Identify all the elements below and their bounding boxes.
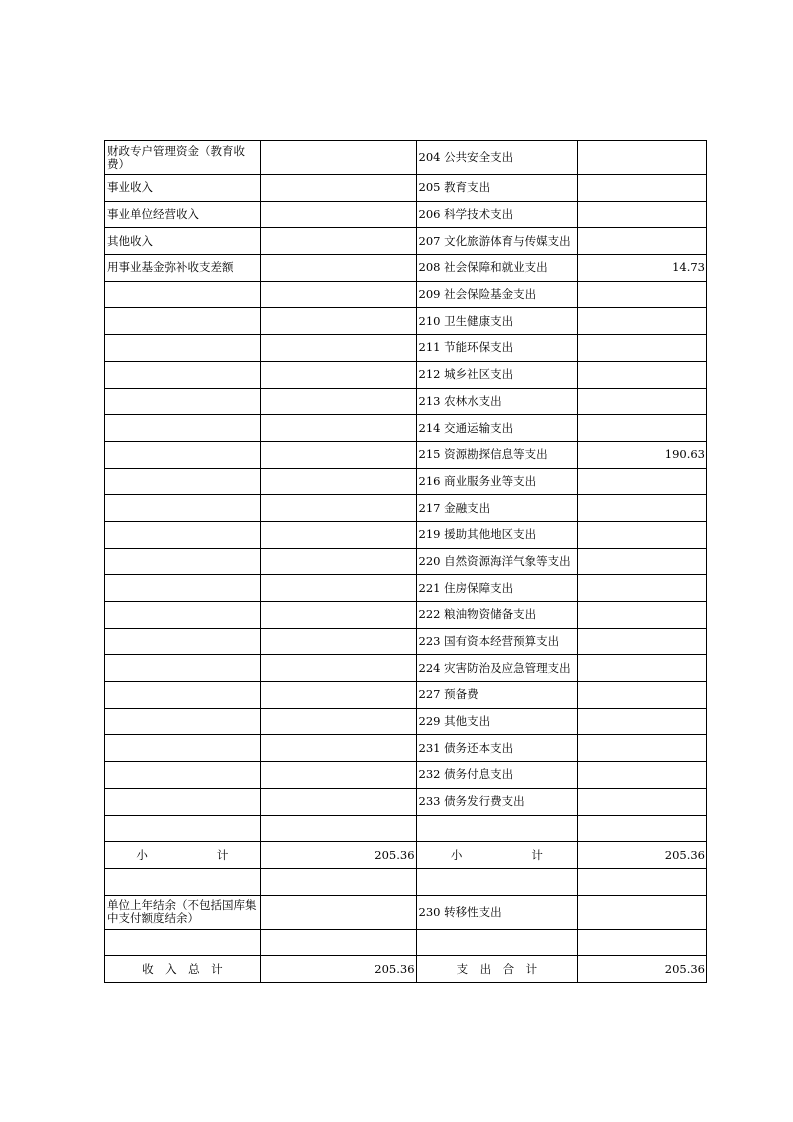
table-row xyxy=(105,281,707,308)
expense-amount xyxy=(578,141,707,175)
income-item xyxy=(105,575,261,602)
expense-amount xyxy=(578,175,707,202)
income-item xyxy=(105,628,261,655)
table-row xyxy=(105,762,707,789)
income-amount xyxy=(260,308,416,335)
expense-item: 207 文化旅游体育与传媒支出 xyxy=(416,228,578,255)
carryover-row xyxy=(105,895,707,929)
subtotal-row xyxy=(105,842,707,869)
table-row xyxy=(105,575,707,602)
table-row xyxy=(105,788,707,815)
income-amount xyxy=(260,815,416,842)
income-amount xyxy=(260,201,416,228)
table-row xyxy=(105,682,707,709)
income-item xyxy=(105,468,261,495)
expense-item: 233 债务发行费支出 xyxy=(416,788,578,815)
income-item xyxy=(105,415,261,442)
table-row xyxy=(105,201,707,228)
expense-item: 227 预备费 xyxy=(416,682,578,709)
expense-item: 204 公共安全支出 xyxy=(416,141,578,175)
expense-item: 219 援助其他地区支出 xyxy=(416,521,578,548)
expense-amount xyxy=(578,708,707,735)
expense-amount: 190.63 xyxy=(578,441,707,468)
expense-amount xyxy=(578,762,707,789)
table-row xyxy=(105,628,707,655)
income-item xyxy=(105,762,261,789)
table-row xyxy=(105,441,707,468)
budget-table xyxy=(104,140,707,983)
expense-item: 205 教育支出 xyxy=(416,175,578,202)
table-row xyxy=(105,735,707,762)
expense-amount xyxy=(578,495,707,522)
income-item: 用事业基金弥补收支差额 xyxy=(105,255,261,282)
income-amount xyxy=(260,602,416,629)
table-row xyxy=(105,468,707,495)
expense-subtotal-amount: 205.36 xyxy=(578,842,707,869)
income-item xyxy=(105,602,261,629)
income-amount xyxy=(260,388,416,415)
income-amount xyxy=(260,468,416,495)
income-amount xyxy=(260,521,416,548)
expense-amount xyxy=(578,521,707,548)
expense-item: 224 灾害防治及应急管理支出 xyxy=(416,655,578,682)
income-total-label: 收 入 总 计 xyxy=(105,956,261,983)
budget-table-footer xyxy=(105,842,707,983)
income-item: 事业单位经营收入 xyxy=(105,201,261,228)
table-row xyxy=(105,708,707,735)
income-amount xyxy=(260,281,416,308)
table-row xyxy=(105,655,707,682)
expense-item: 210 卫生健康支出 xyxy=(416,308,578,335)
income-amount xyxy=(260,415,416,442)
expense-total-amount: 205.36 xyxy=(578,956,707,983)
income-amount xyxy=(260,628,416,655)
expense-item: 213 农林水支出 xyxy=(416,388,578,415)
income-amount xyxy=(260,335,416,362)
income-item xyxy=(105,308,261,335)
expense-amount xyxy=(578,788,707,815)
expense-amount xyxy=(578,281,707,308)
income-amount xyxy=(260,361,416,388)
expense-amount xyxy=(578,335,707,362)
income-item xyxy=(105,735,261,762)
income-amount xyxy=(260,141,416,175)
income-item xyxy=(105,655,261,682)
table-row xyxy=(105,815,707,842)
expense-amount xyxy=(578,361,707,388)
table-row xyxy=(105,602,707,629)
expense-item: 231 债务还本支出 xyxy=(416,735,578,762)
expense-item: 211 节能环保支出 xyxy=(416,335,578,362)
income-item: 财政专户管理资金（教育收费） xyxy=(105,141,261,175)
income-item xyxy=(105,335,261,362)
income-amount xyxy=(260,735,416,762)
table-row xyxy=(105,141,707,175)
expense-amount: 14.73 xyxy=(578,255,707,282)
table-row xyxy=(105,548,707,575)
income-subtotal-label: 小 计 xyxy=(105,842,261,869)
income-item xyxy=(105,441,261,468)
budget-table-body xyxy=(105,141,707,842)
expense-item: 222 粮油物资储备支出 xyxy=(416,602,578,629)
income-amount xyxy=(260,575,416,602)
expense-item: 223 国有资本经营预算支出 xyxy=(416,628,578,655)
expense-amount xyxy=(578,201,707,228)
expense-amount xyxy=(578,735,707,762)
expense-amount xyxy=(578,415,707,442)
expense-item: 208 社会保障和就业支出 xyxy=(416,255,578,282)
blank-row xyxy=(105,868,707,895)
table-row xyxy=(105,308,707,335)
income-item xyxy=(105,682,261,709)
carryover-income-item: 单位上年结余（不包括国库集中支付额度结余） xyxy=(105,895,261,929)
table-row xyxy=(105,361,707,388)
income-amount xyxy=(260,682,416,709)
income-item xyxy=(105,521,261,548)
expense-item: 209 社会保险基金支出 xyxy=(416,281,578,308)
expense-item: 206 科学技术支出 xyxy=(416,201,578,228)
table-row xyxy=(105,335,707,362)
expense-item: 216 商业服务业等支出 xyxy=(416,468,578,495)
income-amount xyxy=(260,708,416,735)
expense-item: 232 债务付息支出 xyxy=(416,762,578,789)
expense-amount xyxy=(578,815,707,842)
expense-item xyxy=(416,815,578,842)
total-row xyxy=(105,956,707,983)
expense-item: 220 自然资源海洋气象等支出 xyxy=(416,548,578,575)
expense-total-label: 支 出 合 计 xyxy=(416,956,578,983)
expense-amount xyxy=(578,602,707,629)
income-amount xyxy=(260,255,416,282)
expense-item: 215 资源勘探信息等支出 xyxy=(416,441,578,468)
income-amount xyxy=(260,655,416,682)
income-item xyxy=(105,708,261,735)
expense-item: 217 金融支出 xyxy=(416,495,578,522)
table-row xyxy=(105,415,707,442)
table-row xyxy=(105,175,707,202)
income-amount xyxy=(260,548,416,575)
income-item xyxy=(105,361,261,388)
income-amount xyxy=(260,228,416,255)
income-item: 其他收入 xyxy=(105,228,261,255)
income-amount xyxy=(260,175,416,202)
income-item xyxy=(105,788,261,815)
table-row xyxy=(105,228,707,255)
carryover-income-amount xyxy=(260,895,416,929)
expense-subtotal-label: 小 计 xyxy=(416,842,578,869)
expense-amount xyxy=(578,468,707,495)
expense-amount xyxy=(578,388,707,415)
expense-item: 229 其他支出 xyxy=(416,708,578,735)
table-row xyxy=(105,521,707,548)
expense-amount xyxy=(578,575,707,602)
expense-item: 212 城乡社区支出 xyxy=(416,361,578,388)
blank-row xyxy=(105,929,707,956)
table-row xyxy=(105,388,707,415)
expense-amount xyxy=(578,682,707,709)
carryover-expense-amount xyxy=(578,895,707,929)
income-amount xyxy=(260,495,416,522)
carryover-expense-item: 230 转移性支出 xyxy=(416,895,578,929)
income-item: 事业收入 xyxy=(105,175,261,202)
income-item xyxy=(105,388,261,415)
income-item xyxy=(105,281,261,308)
income-amount xyxy=(260,441,416,468)
expense-amount xyxy=(578,628,707,655)
income-amount xyxy=(260,762,416,789)
income-item xyxy=(105,815,261,842)
income-item xyxy=(105,495,261,522)
expense-amount xyxy=(578,548,707,575)
table-row xyxy=(105,495,707,522)
income-subtotal-amount: 205.36 xyxy=(260,842,416,869)
expense-amount xyxy=(578,228,707,255)
expense-amount xyxy=(578,655,707,682)
table-row xyxy=(105,255,707,282)
income-item xyxy=(105,548,261,575)
income-total-amount: 205.36 xyxy=(260,956,416,983)
expense-item: 214 交通运输支出 xyxy=(416,415,578,442)
income-amount xyxy=(260,788,416,815)
expense-item: 221 住房保障支出 xyxy=(416,575,578,602)
expense-amount xyxy=(578,308,707,335)
